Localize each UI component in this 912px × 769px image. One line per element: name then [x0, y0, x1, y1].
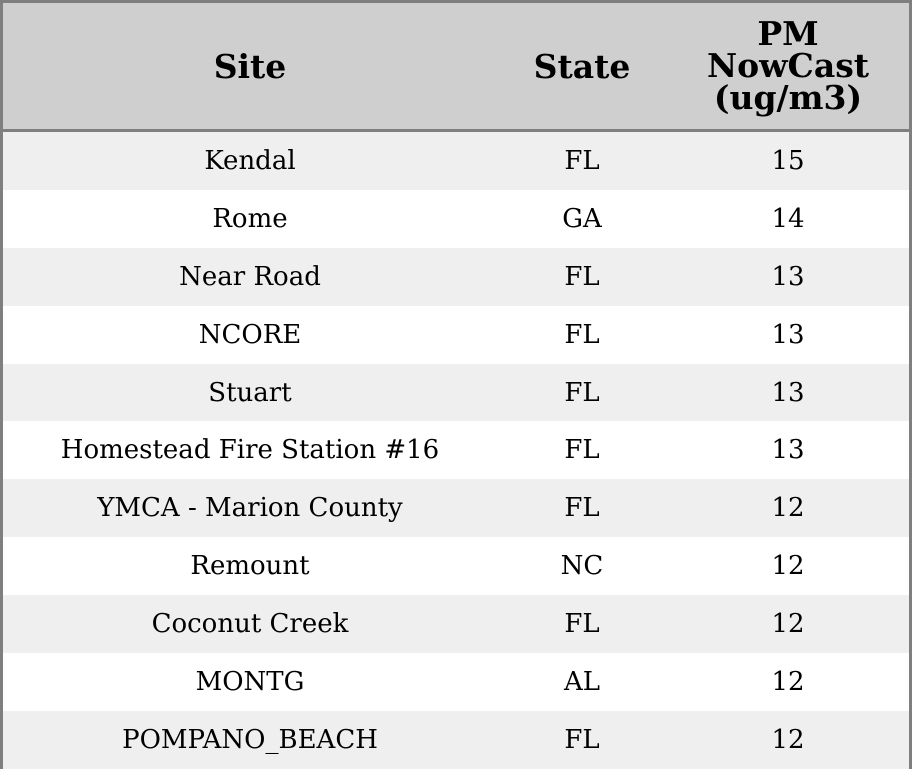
- table-row: [3, 595, 909, 653]
- state-cell: AL: [563, 666, 601, 697]
- pm-nowcast-cell: 13: [771, 377, 805, 408]
- table-row: [3, 653, 909, 711]
- state-cell: FL: [564, 493, 600, 524]
- site-cell: MONTG: [195, 666, 305, 697]
- pm-nowcast-cell: 13: [771, 319, 805, 350]
- table-header-row: [3, 3, 909, 132]
- state-cell: FL: [564, 377, 600, 408]
- table-row: [3, 248, 909, 306]
- column-header-state: State: [533, 46, 631, 86]
- site-cell: POMPANO_BEACH: [122, 724, 378, 755]
- site-cell: YMCA - Marion County: [97, 493, 403, 524]
- state-cell: NC: [560, 551, 604, 582]
- state-cell: FL: [564, 609, 600, 640]
- state-cell: FL: [564, 724, 600, 755]
- table-body: [3, 132, 909, 769]
- state-cell: FL: [564, 435, 600, 466]
- pm-nowcast-cell: 15: [771, 145, 805, 176]
- site-cell: Near Road: [179, 261, 321, 292]
- site-cell: Remount: [190, 551, 310, 582]
- column-header-pm-nowcast: PM NowCast (ug/m3): [706, 14, 870, 117]
- state-cell: FL: [564, 319, 600, 350]
- table-row: [3, 537, 909, 595]
- pm-nowcast-cell: 12: [771, 609, 805, 640]
- state-cell: FL: [564, 261, 600, 292]
- pm-nowcast-cell: 12: [771, 666, 805, 697]
- state-cell: FL: [564, 145, 600, 176]
- pm-nowcast-cell: 12: [771, 724, 805, 755]
- site-cell: Coconut Creek: [151, 609, 349, 640]
- table-row: [3, 711, 909, 769]
- pm-nowcast-cell: 13: [771, 435, 805, 466]
- table-row: [3, 479, 909, 537]
- site-cell: Kendal: [204, 145, 296, 176]
- site-cell: NCORE: [198, 319, 302, 350]
- table-row: [3, 190, 909, 248]
- table-row: [3, 421, 909, 479]
- pm-nowcast-cell: 12: [771, 551, 805, 582]
- site-cell: Stuart: [208, 377, 292, 408]
- state-cell: GA: [562, 203, 602, 234]
- pm-nowcast-cell: 12: [771, 493, 805, 524]
- pm-nowcast-cell: 14: [771, 203, 805, 234]
- column-header-site: Site: [213, 46, 287, 86]
- pm-nowcast-cell: 13: [771, 261, 805, 292]
- table-row: [3, 364, 909, 422]
- site-cell: Homestead Fire Station #16: [60, 435, 440, 466]
- table-row: [3, 132, 909, 190]
- site-cell: Rome: [212, 203, 288, 234]
- table-row: [3, 306, 909, 364]
